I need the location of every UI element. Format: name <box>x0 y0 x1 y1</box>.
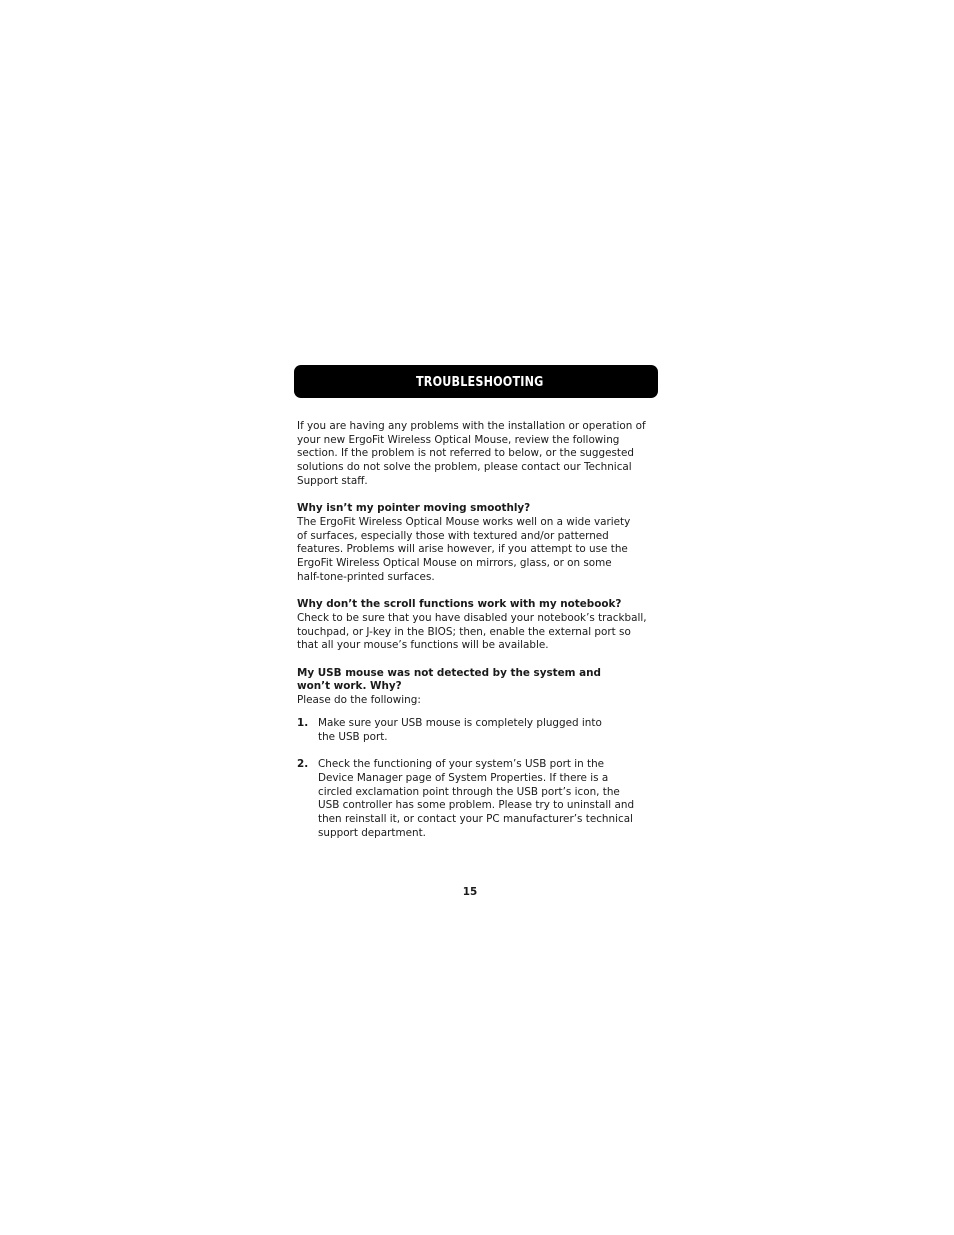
text-line: support department. <box>318 826 426 839</box>
text-line: the USB port. <box>318 730 388 743</box>
faq-question <box>297 502 657 516</box>
question-line: Why isn’t my pointer moving smoothly? <box>297 502 531 515</box>
step-item <box>297 758 657 840</box>
text-line: Check to be sure that you have disabled your notebook’s trackball, <box>297 611 647 624</box>
text-line: Support staff. <box>297 474 368 487</box>
text-line: of surfaces, especially those with textured and/or patterned <box>297 529 609 542</box>
text-line: The ErgoFit Wireless Optical Mouse works well on a wide variety <box>297 515 631 528</box>
text-line: touchpad, or J-key in the BIOS; then, enable the external port so <box>297 625 631 638</box>
faq-answer <box>297 694 657 708</box>
text-line: then reinstall it, or contact your PC manufacturer’s technical <box>318 812 633 825</box>
question-line: won’t work. Why? <box>297 680 402 693</box>
section-header-bar <box>294 365 658 398</box>
step-number: 1. <box>297 717 309 730</box>
text-line: half-tone-printed surfaces. <box>297 570 435 583</box>
text-line: section. If the problem is not referred to below, or the suggested <box>297 447 634 460</box>
text-line: ErgoFit Wireless Optical Mouse on mirrors, glass, or on some <box>297 557 612 570</box>
section-title: TROUBLESHOOTING <box>416 373 544 390</box>
faq-answer <box>297 612 657 653</box>
text-line: Check the functioning of your system’s USB port in the <box>318 758 605 771</box>
text-line: features. Problems will arise however, if you attempt to use the <box>297 543 628 556</box>
question-line: My USB mouse was not detected by the system and <box>297 666 601 679</box>
faq-question <box>297 667 657 694</box>
faq-question <box>297 598 657 612</box>
faq-answer <box>297 516 657 585</box>
page-number: 15 <box>462 886 478 898</box>
text-line: your new ErgoFit Wireless Optical Mouse, review the following <box>297 433 620 446</box>
text-line: Please do the following: <box>297 694 421 707</box>
step-item <box>297 717 657 744</box>
text-line: Device Manager page of System Properties. If there is a <box>318 771 609 784</box>
text-line: that all your mouse’s functions will be available. <box>297 639 549 652</box>
text-line: solutions do not solve the problem, please contact our Technical <box>297 461 632 474</box>
question-line: Why don’t the scroll functions work with my notebook? <box>297 598 622 611</box>
document-body <box>297 420 657 840</box>
text-line: Make sure your USB mouse is completely plugged into <box>318 717 602 730</box>
intro-paragraph <box>297 420 657 489</box>
step-number: 2. <box>297 758 309 771</box>
text-line: If you are having any problems with the installation or operation of <box>297 420 646 432</box>
text-line: circled exclamation point through the USB port’s icon, the <box>318 785 620 798</box>
text-line: USB controller has some problem. Please try to uninstall and <box>318 799 635 812</box>
